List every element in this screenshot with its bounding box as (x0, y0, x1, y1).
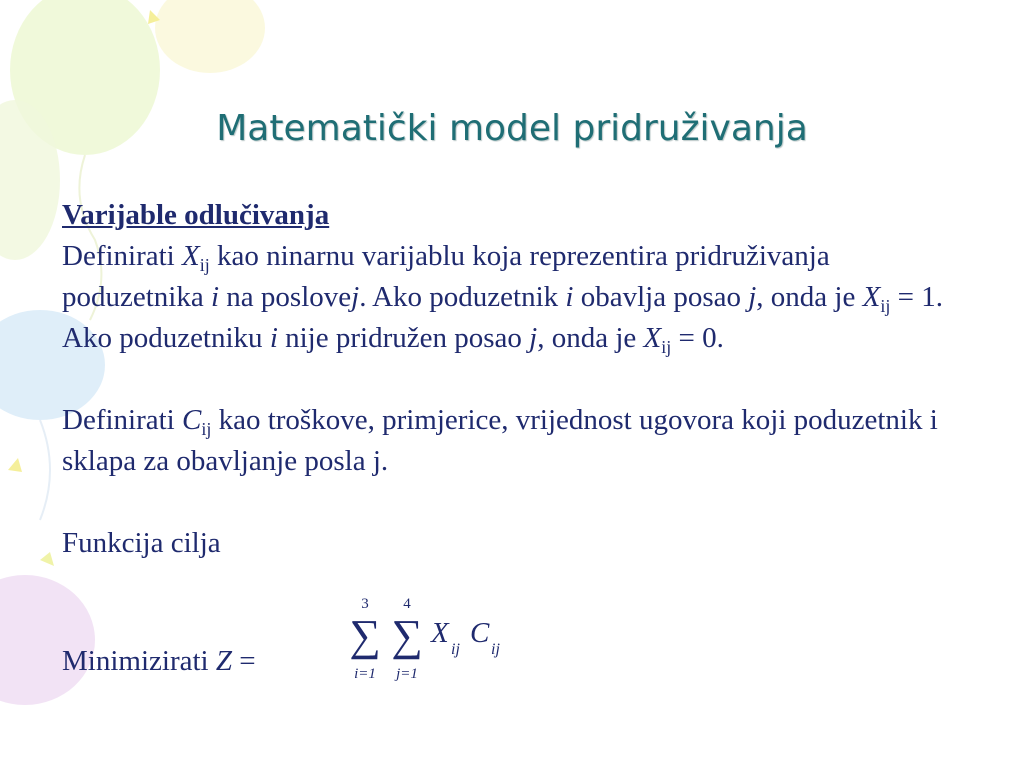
sum1-upper: 3 (361, 596, 369, 612)
objective-label: Funkcija cilja (62, 527, 221, 559)
objective-formula (340, 592, 540, 687)
equals-sign: = (231, 645, 256, 677)
slide-body (62, 195, 962, 564)
text: nije pridružen posao (277, 322, 530, 354)
section-heading: Varijable odlučivanja (62, 199, 330, 231)
var-x: X (862, 281, 881, 313)
text: = 0. (671, 322, 724, 354)
var-x: X (181, 240, 200, 272)
var-i: i (269, 322, 278, 354)
text: , onda je (537, 322, 644, 354)
text: , onda je (756, 281, 863, 313)
var-j: j (748, 281, 757, 313)
subscript: ij (201, 419, 212, 439)
formula-x: X (431, 617, 449, 649)
text: Definirati (62, 404, 182, 436)
subscript: ij (661, 337, 672, 357)
var-j: j (529, 322, 538, 354)
formula-c-subscript: ij (491, 641, 500, 658)
balloon-string-2 (40, 420, 50, 520)
sum2-sigma: ∑ (391, 611, 423, 660)
text: na poslove (219, 281, 352, 313)
paragraph-decision-variables (62, 236, 962, 359)
var-j: j (351, 281, 360, 313)
var-c: C (181, 404, 202, 436)
text: = 1. Ako poduzetniku (62, 281, 943, 354)
balloon-yellow-top (155, 0, 265, 73)
minimize-label: Minimizirati (62, 645, 216, 677)
subscript: ij (880, 296, 891, 316)
sum2-lower: j=1 (396, 666, 418, 682)
text: obavlja posao (573, 281, 749, 313)
var-z: Z (215, 645, 232, 677)
formula-x-subscript: ij (451, 641, 460, 658)
formula-c: C (470, 617, 490, 649)
text: Definirati (62, 240, 182, 272)
text: . Ako poduzetnik (359, 281, 566, 313)
balloon-purple (0, 575, 95, 705)
var-x: X (643, 322, 662, 354)
text: kao ninarnu varijablu koja reprezentira pridruživanja poduzetnika (62, 240, 830, 313)
var-i: i (565, 281, 574, 313)
sum1-sigma: ∑ (349, 611, 381, 660)
sum1-lower: i=1 (354, 666, 376, 682)
slide-title: Matematički model pridruživanja (216, 108, 808, 149)
confetti-3 (40, 552, 54, 566)
var-i: i (210, 281, 220, 313)
paragraph-costs (62, 400, 962, 482)
text: kao troškove, primjerice, vrijednost ugovora koji poduzetnik i sklapa za obavljanje posla j. (62, 404, 938, 477)
sum2-upper: 4 (403, 596, 411, 612)
confetti-2 (8, 458, 22, 472)
subscript: ij (199, 255, 210, 275)
minimize-line (62, 645, 256, 678)
